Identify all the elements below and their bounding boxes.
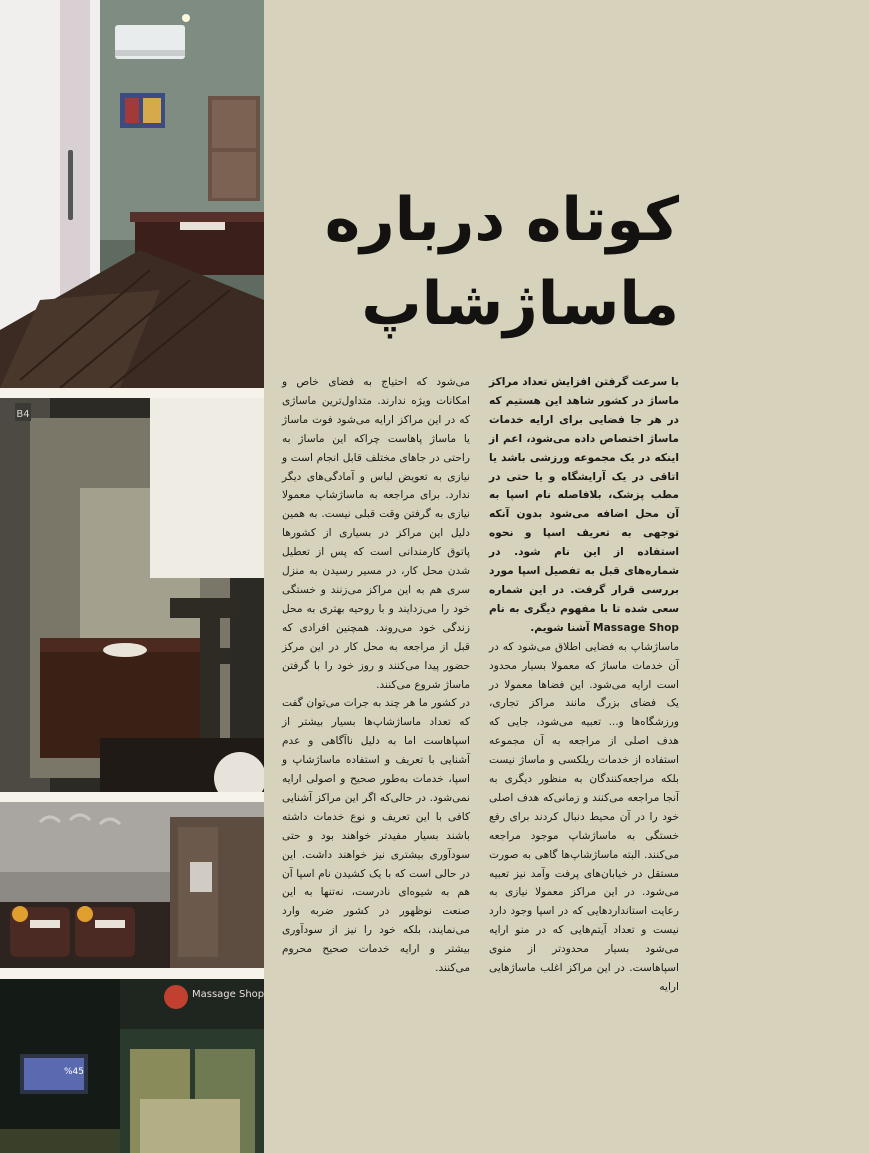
intro-end-text: آشنا شویم. bbox=[530, 621, 590, 634]
room-number-label: B4 bbox=[16, 409, 30, 420]
intro-paragraph bbox=[489, 373, 679, 638]
article-title bbox=[325, 178, 679, 346]
massage-shop-storefront-photo bbox=[0, 979, 264, 1153]
photo-column bbox=[0, 0, 264, 1153]
article-column-right bbox=[489, 373, 679, 997]
massage-room-photo-1 bbox=[0, 0, 264, 388]
body-paragraph-3: در کشور ما هر چند به جرات می‌توان گفت که تعداد ماساژشاپ‌ها بسیار بیشتر از اسپاهاست اما به دلیل ناآگاهی و عدم آشنایی با تعریف و استفاده ماساژشاپ و اسپا، خدمات به‌طور صحیح و اصولی ارایه نمی‌شود. در حالی‌که اگر این مراکز آشنایی کافی با این تعریف و نوع خدمات داشته باشند بسیار مفیدتر خواهند بود و حتی سودآوری بیشتری نیز خواهند داشت. این در حالی است که با یک کشیدن نام اسپا آن هم به شیوه‌ای نادرست، نه‌تنها به این صنعت نوظهور در کشور ضربه وارد می‌نمایند، بلکه خود را نیز از سودآوری بیشتر و ارایه خدمات صحیح محروم می‌کنند. bbox=[282, 697, 470, 975]
body-paragraph-2: می‌شود که احتیاج به فضای خاص و امکانات ویژه ندارند. متداول‌ترین ماساژی که در این مراکز ارایه می‌شود فوت ماساژ یا ماساژ پاهاست چراکه این ماساژ به راحتی در جاهای مختلف قابل انجام است و نیازی به تعویض لباس و آمادگی‌های دیگر ندارد. برای مراجعه به ماساژشاپ معمولا نیازی به گرفتن وقت قبلی نیست. به همین دلیل این مراکز در بسیاری از کشورها پاتوق کارمندانی است که پس از تعطیل شدن محل کار، در مسیر رسیدن به منزل سری هم به این مراکز می‌زنند و خستگی خود را می‌زدایند و با روحیه بهتری به محل زندگی خود می‌روند. همچنین افرادی که قبل از مراجعه به محل کار در این مرکز حضور پیدا می‌کنند و روز خود را با گرفتن ماساژ شروع می‌کنند. bbox=[282, 376, 470, 691]
intro-bold-text: با سرعت گرفتن افزایش تعداد مراکز ماساژ در کشور شاهد این هستیم که در هر جا فضایی برای ارایه خدمات ماساژ اختصاص داده می‌شود، اعم از اینکه در یک مجموعه ورزشی باشد یا اتاقی در یک آرایشگاه و یا حتی در مطب پزشک، بلافاصله نام اسپا به آن محل اضافه می‌شود بدون آنکه توجهی به تعریف اسپا و نحوه استفاده از این نام شود. در شماره‌های قبل به تفصیل اسپا مورد بررسی قرار گرفت. در این شماره سعی شده تا با مفهوم دیگری به نام bbox=[489, 376, 679, 615]
foot-massage-chairs-photo bbox=[0, 802, 264, 968]
massage-room-photo-2 bbox=[0, 398, 264, 792]
body-paragraph-1: ماساژشاپ به فضایی اطلاق می‌شود که در آن خدمات ماساژ که معمولا بسیار محدود است ارایه می‌شود. این فضاها معمولا در یک فضای بزرگ مانند مراکز تجاری، ورزشگاه‌ها و... تعبیه می‌شود، جایی که هدف اصلی از مراجعه به آن مجموعه استفاده از خدمات ریلکسی و ماساژ نیست بلکه مراجعه‌کنندگان به منظور دیگری به آنجا مراجعه می‌کنند و زمانی‌که هدف اصلی خود را در آن محیط دنبال کردند برای رفع خستگی به ماساژشاپ موجود مراجعه می‌کنند. البته ماساژشاپ‌ها گاهی به صورت مستقل در خیابان‌های پرفت وآمد نیز تعبیه می‌شود. در این مراکز معمولا نیازی به رعایت استانداردهایی که در اسپا وجود دارد نیست و تعداد آیتم‌هایی که در منو ارایه می‌شود بسیار محدودتر از منوی اسپاهاست. در این مراکز اغلب ماساژهایی ارایه bbox=[489, 640, 679, 993]
shop-sign-text: Massage Shop bbox=[192, 989, 264, 1000]
brand-name: Massage Shop bbox=[593, 621, 679, 634]
title-line-2: ماساژشاپ bbox=[361, 269, 679, 339]
article-column-left bbox=[282, 373, 470, 978]
tv-promo-text: %45 bbox=[64, 1067, 85, 1077]
title-line-1: کوتاه درباره bbox=[324, 185, 679, 255]
